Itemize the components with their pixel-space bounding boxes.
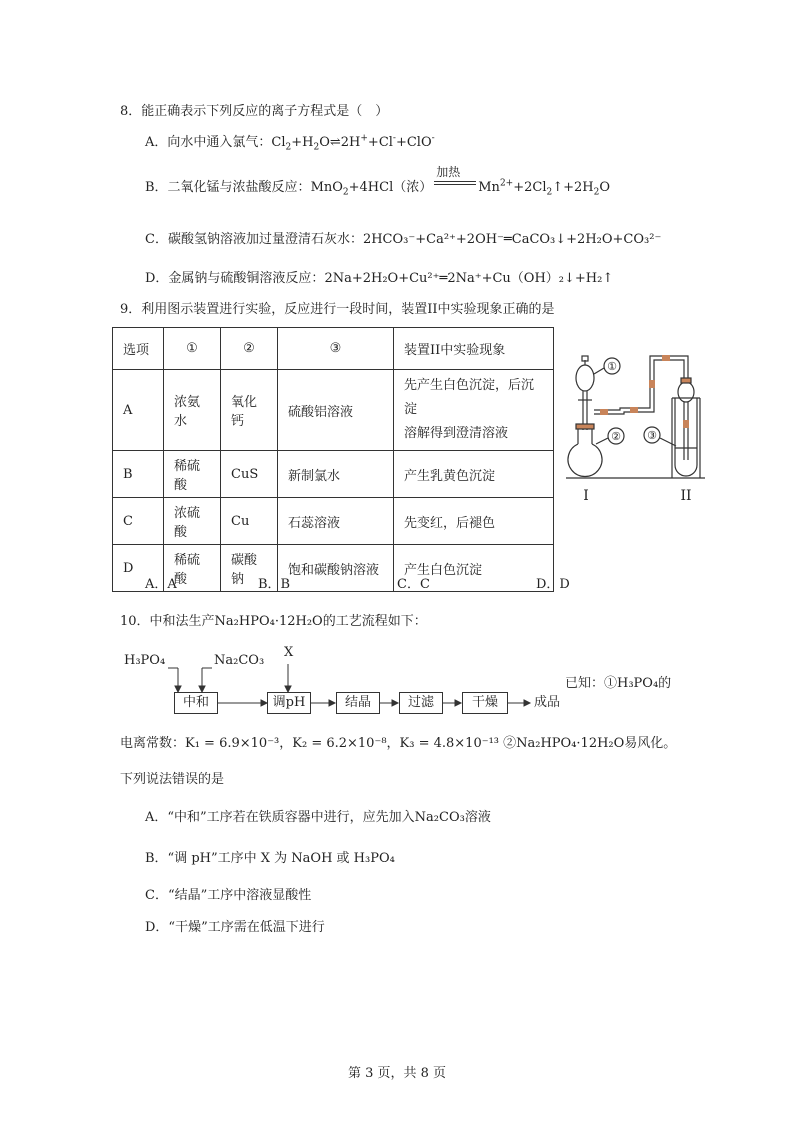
q9-stem: 9．利用图示装置进行实验，反应进行一段时间，装置II中实验现象正确的是 — [120, 302, 555, 317]
table-cell: 产生白色沉淀 — [394, 545, 554, 592]
flow-step-filter: 过滤 — [399, 692, 443, 714]
table-cell: C — [113, 498, 164, 545]
header-cell: 选项 — [113, 328, 164, 370]
table-row — [113, 370, 554, 451]
table-row — [113, 545, 554, 592]
device-1-label: I — [583, 488, 589, 504]
flow-input-na2co3: Na₂CO₃ — [214, 653, 265, 668]
label-1: ① — [607, 360, 617, 373]
table-cell: A — [113, 370, 164, 451]
table-cell: 新制氯水 — [278, 451, 394, 498]
q8-option-b: B．二氧化锰与浓盐酸反应：MnO$_2$+4HCl（浓） 加热 $Mn^{2+}+2Cl_2↑+2H_2O$ — [145, 165, 611, 198]
q9-choice-a: A．A — [145, 577, 177, 592]
table-cell: 石蕊溶液 — [278, 498, 394, 545]
q8-option-d: D．金属钠与硫酸铜溶液反应：2Na+2H₂O+Cu²⁺═2Na⁺+Cu（OH）₂↓+H₂↑ — [145, 271, 614, 286]
q10-constants: 电离常数：K₁ = 6.9×10⁻³，K₂ = 6.2×10⁻⁸，K₃ = 4.8×10⁻¹³ ②Na₂HPO₄·12H₂O易风化。 — [120, 736, 677, 751]
q8-option-a: A．向水中通入氯气：$Cl_2+H_2O\rightleftharpoons 2H^++Cl^-+ClO^-$ — [145, 133, 435, 153]
table-cell: B — [113, 451, 164, 498]
flow-step-dry: 干燥 — [462, 692, 508, 714]
header-cell: 装置II中实验现象 — [394, 328, 554, 370]
apparatus-diagram — [560, 340, 710, 510]
page-footer: 第 3 页，共 8 页 — [347, 1066, 447, 1081]
table-cell: 产生乳黄色沉淀 — [394, 451, 554, 498]
q10-option-c: C．“结晶”工序中溶液显酸性 — [145, 888, 312, 903]
q8-option-c: C．碳酸氢钠溶液加过量澄清石灰水：2HCO₃⁻+Ca²⁺+2OH⁻═CaCO₃↓+2H₂O+CO₃²⁻ — [145, 232, 662, 247]
table-cell: 稀硫酸 — [164, 451, 221, 498]
q10-ask: 下列说法错误的是 — [120, 772, 225, 787]
q10-option-d: D．“干燥”工序需在低温下进行 — [145, 920, 325, 935]
table-cell: 碳酸钠 — [221, 545, 278, 592]
table-cell: CuS — [221, 451, 278, 498]
heat-condition: 加热 — [436, 165, 461, 179]
table-cell: D — [113, 545, 164, 592]
table-cell: 浓硫酸 — [164, 498, 221, 545]
label-2: ② — [611, 430, 621, 443]
q10-stem: 10．中和法生产Na₂HPO₄·12H₂O的工艺流程如下： — [120, 614, 427, 629]
q9-choice-c: C．C — [397, 577, 430, 592]
q9-choice-d: D．D — [536, 577, 570, 592]
table-cell: Cu — [221, 498, 278, 545]
table-cell: 浓氨水 — [164, 370, 221, 451]
header-cell: ③ — [278, 328, 394, 370]
flow-step-neutralize: 中和 — [174, 692, 218, 714]
header-cell: ② — [221, 328, 278, 370]
table-cell: 饱和碳酸钠溶液 — [278, 545, 394, 592]
table-row — [113, 498, 554, 545]
q10-option-b: B．“调 pH”工序中 X 为 NaOH 或 H₃PO₄ — [145, 851, 395, 866]
label-3: ③ — [647, 429, 657, 442]
q10-known: 已知：①H₃PO₄的 — [565, 676, 672, 691]
flow-step-adjust-ph: 调pH — [267, 692, 311, 714]
q10-option-a: A．“中和”工序若在铁质容器中进行，应先加入Na₂CO₃溶液 — [145, 810, 491, 825]
flow-input-h3po4: H₃PO₄ — [124, 653, 166, 668]
table-cell: 硫酸铝溶液 — [278, 370, 394, 451]
table-cell: 氧化钙 — [221, 370, 278, 451]
table-cell: 先变红，后褪色 — [394, 498, 554, 545]
table-cell: 先产生白色沉淀，后沉淀 溶解得到澄清溶液 — [394, 370, 554, 451]
device-2-label: II — [680, 488, 692, 504]
table-cell: 稀硫酸 — [164, 545, 221, 592]
q9-choice-b: B．B — [258, 577, 291, 592]
flow-input-x: X — [284, 645, 294, 660]
q9-table — [112, 327, 554, 592]
q8-stem: 8．能正确表示下列反应的离子方程式是（ ） — [120, 104, 389, 119]
flow-step-crystallize: 结晶 — [336, 692, 380, 714]
header-cell: ① — [164, 328, 221, 370]
flow-product: 成品 — [534, 695, 561, 710]
table-row — [113, 451, 554, 498]
table-header-row — [113, 328, 554, 370]
